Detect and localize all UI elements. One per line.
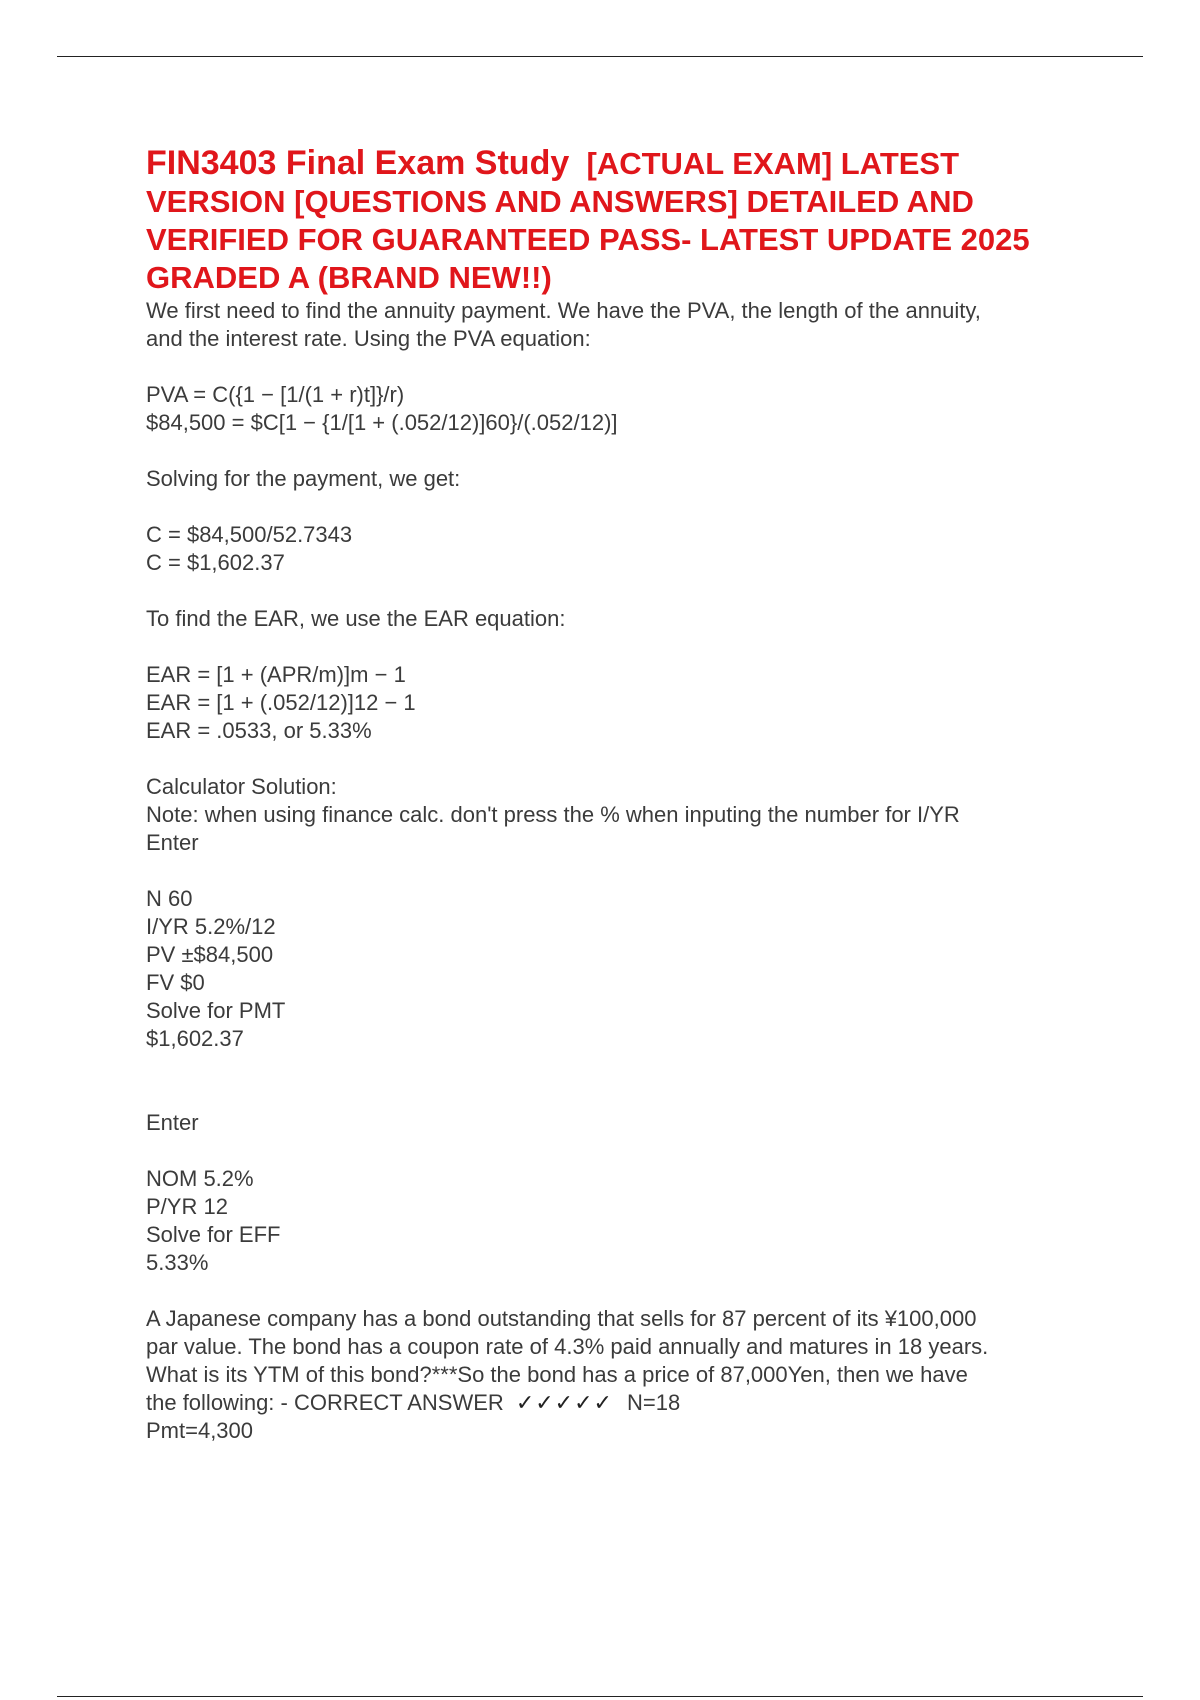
- top-rule: [57, 56, 1143, 57]
- ear-eq-2: EAR = [1 + (.052/12)]12 − 1: [146, 690, 416, 715]
- calc-note: Note: when using finance calc. don't press the % when inputing the number for I/YR: [146, 802, 960, 827]
- pva-substituted: $84,500 = $C[1 − {1/[1 + (.052/12)]60}/(.052/12)]: [146, 410, 618, 435]
- calc-input-pv: PV ±$84,500: [146, 942, 274, 967]
- intro-line-1: We first need to find the annuity payment. We have the PVA, the length of the annuity,: [146, 298, 981, 323]
- calc-input-iyr: I/YR 5.2%/12: [146, 914, 276, 939]
- calc-solve-pmt: Solve for PMT: [146, 998, 286, 1023]
- eff-result: 5.33%: [146, 1250, 209, 1275]
- checkmark-icon: ✓✓✓✓✓: [515, 1390, 613, 1415]
- bond-answer-line: [146, 1389, 1086, 1417]
- calc-enter: Enter: [146, 830, 199, 855]
- bottom-rule: [57, 1696, 1143, 1697]
- bond-question-3: What is its YTM of this bond?***So the bond has a price of 87,000Yen, then we have: [146, 1362, 968, 1387]
- bond-question-2: par value. The bond has a coupon rate of 4.3% paid annually and matures in 18 years.: [146, 1334, 989, 1359]
- eff-input-pyr: P/YR 12: [146, 1194, 228, 1219]
- title-course: FIN3403 Final Exam Study: [146, 144, 570, 182]
- bond-last-line: Pmt=4,300: [146, 1418, 254, 1443]
- eff-solve: Solve for EFF: [146, 1222, 281, 1247]
- bond-answer-prefix: the following: - CORRECT ANSWER: [146, 1390, 504, 1415]
- intro-line-2: and the interest rate. Using the PVA equation:: [146, 326, 591, 351]
- pva-equation: PVA = C({1 − [1/(1 + r)t]}/r): [146, 382, 405, 407]
- calc-input-fv: FV $0: [146, 970, 205, 995]
- ear-intro: To find the EAR, we use the EAR equation:: [146, 606, 566, 631]
- calc-input-n: N 60: [146, 886, 193, 911]
- bond-question-1: A Japanese company has a bond outstanding that sells for 87 percent of its ¥100,000: [146, 1306, 977, 1331]
- calc-heading: Calculator Solution:: [146, 774, 337, 799]
- eff-input-nom: NOM 5.2%: [146, 1166, 254, 1191]
- ear-eq-3: EAR = .0533, or 5.33%: [146, 718, 372, 743]
- payment-eq-2: C = $1,602.37: [146, 550, 285, 575]
- document-body: [146, 144, 1086, 1445]
- enter-2: Enter: [146, 1110, 199, 1135]
- solving-text: Solving for the payment, we get:: [146, 466, 461, 491]
- ear-eq-1: EAR = [1 + (APR/m)]m − 1: [146, 662, 406, 687]
- payment-eq-1: C = $84,500/52.7343: [146, 522, 353, 547]
- answer-text: [146, 297, 1086, 1445]
- calc-result-pmt: $1,602.37: [146, 1026, 244, 1051]
- title-subtitle: [ACTUAL EXAM] LATEST VERSION [QUESTIONS AND ANSWERS] DETAILED AND VERIFIED FOR GUARANTEED PASS- LATEST UPDATE 2025 GRADED A (BRAND NEW!!): [146, 146, 1030, 295]
- document-title: [146, 144, 1086, 297]
- bond-answer-value: N=18: [626, 1390, 681, 1415]
